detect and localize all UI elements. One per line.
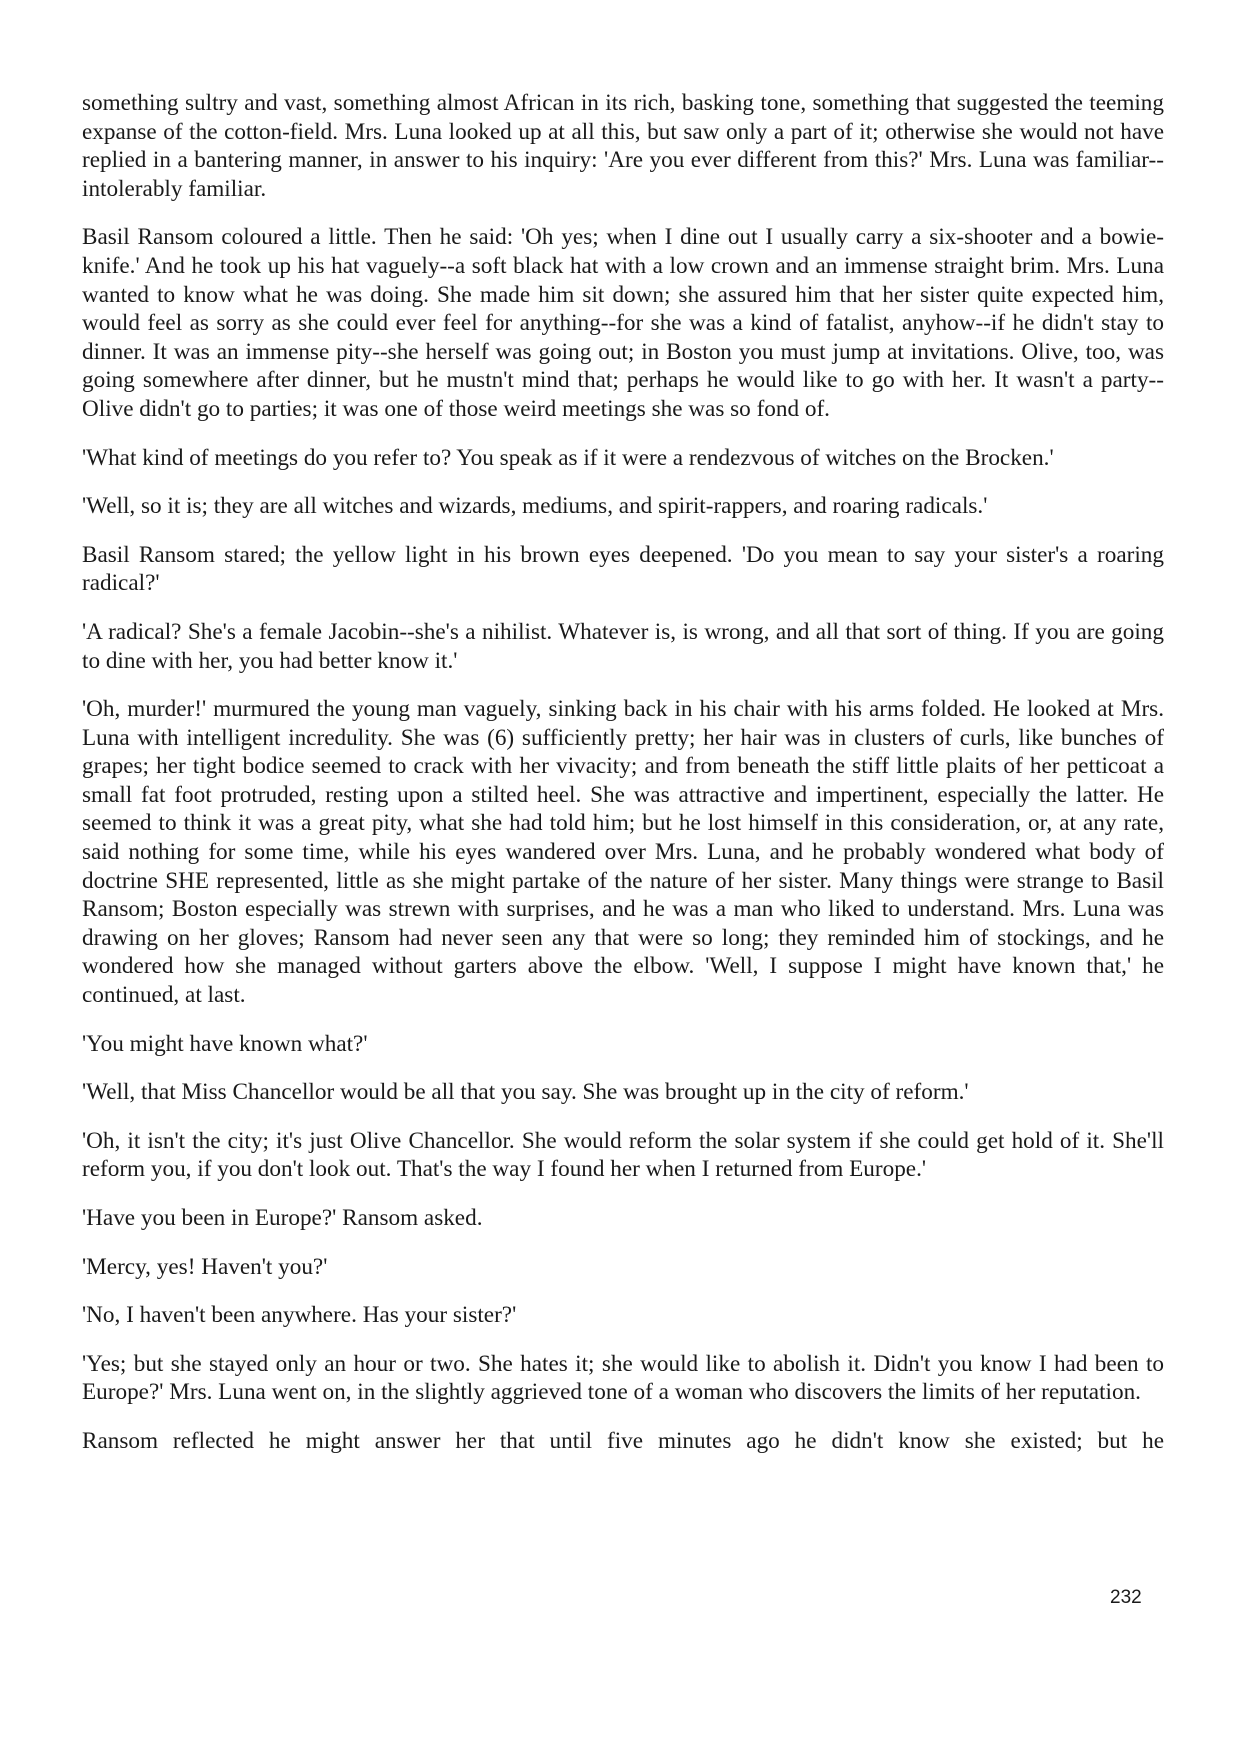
paragraph: Ransom reflected he might answer her that until five minutes ago he didn't know she existed; but he (82, 1427, 1164, 1454)
paragraph: 'No, I haven't been anywhere. Has your sister?' (82, 1302, 517, 1329)
paragraph: Basil Ransom coloured a little. Then he said: 'Oh yes; when I dine out I usually carry a six-shooter and a bowie-knife.' And he took up his hat vaguely--a soft black hat with a low crown and an immense straight brim. Mrs. Luna wanted to know what he was doing. She made him sit down; she assured him that her sister quite expected him, would feel as sorry as she could ever feel for anything--for she was a kind of fatalist, anyhow--if he didn't stay to dinner. It was an immense pity--she herself was going out; in Boston you must jump at invitations. Olive, too, was going somewhere after dinner, but he mustn't mind that; perhaps he would like to go with her. It wasn't a party--Olive didn't go to parties; it was one of those weird meetings she was so fond of. (82, 224, 1164, 422)
page-body (82, 89, 1164, 1476)
paragraph: something sultry and vast, something almost African in its rich, basking tone, something that suggested the teeming expanse of the cotton-field. Mrs. Luna looked up at all this, but saw only a part of it; otherwise she would not have replied in a bantering manner, in answer to his inquiry: 'Are you ever different from this?' Mrs. Luna was familiar--intolerably familiar. (82, 90, 1164, 202)
paragraph: 'Yes; but she stayed only an hour or two. She hates it; she would like to abolish it. Didn't you know I had been to Europe?' Mrs. Luna went on, in the slightly aggrieved tone of a woman who discovers the limits of her reputation. (82, 1350, 1164, 1406)
paragraph: 'You might have known what?' (82, 1030, 368, 1057)
paragraph: 'Well, so it is; they are all witches and wizards, mediums, and spirit-rappers, and roaring radicals.' (82, 493, 988, 520)
paragraph: 'What kind of meetings do you refer to? You speak as if it were a rendezvous of witches on the Brocken.' (82, 444, 1054, 471)
paragraph: 'Mercy, yes! Haven't you?' (82, 1253, 328, 1280)
paragraph: 'Oh, it isn't the city; it's just Olive Chancellor. She would reform the solar system if she could get hold of it. She'll reform you, if you don't look out. That's the way I found her when I returned from Europe.' (82, 1127, 1164, 1183)
paragraph: 'Have you been in Europe?' Ransom asked. (82, 1205, 483, 1231)
paragraph: Basil Ransom stared; the yellow light in his brown eyes deepened. 'Do you mean to say your sister's a roaring radical?' (82, 541, 1164, 597)
paragraph: 'A radical? She's a female Jacobin--she's a nihilist. Whatever is, is wrong, and all that sort of thing. If you are going to dine with her, you had better know it.' (82, 618, 1164, 674)
paragraph: 'Oh, murder!' murmured the young man vaguely, sinking back in his chair with his arms folded. He looked at Mrs. Luna with intelligent incredulity. She was (6) sufficiently pretty; her hair was in clusters of curls, like bunches of grapes; her tight bodice seemed to crack with her vivacity; and from beneath the stiff little plaits of her petticoat a small fat foot protruded, resting upon a stilted heel. She was attractive and impertinent, especially the latter. He seemed to think it was a great pity, what she had told him; but he lost himself in this consideration, or, at any rate, said nothing for some time, while his eyes wandered over Mrs. Luna, and he probably wondered what body of doctrine SHE represented, little as she might partake of the nature of her sister. Many things were strange to Basil Ransom; Boston especially was strewn with surprises, and he was a man who liked to understand. Mrs. Luna was drawing on her gloves; Ransom had never seen any that were so long; they reminded him of stockings, and he wondered how she managed without garters above the elbow. 'Well, I suppose I might have known that,' he continued, at last. (82, 696, 1164, 1009)
page-number: 232 (1110, 1587, 1142, 1608)
paragraph: 'Well, that Miss Chancellor would be all that you say. She was brought up in the city of reform.' (82, 1079, 969, 1106)
